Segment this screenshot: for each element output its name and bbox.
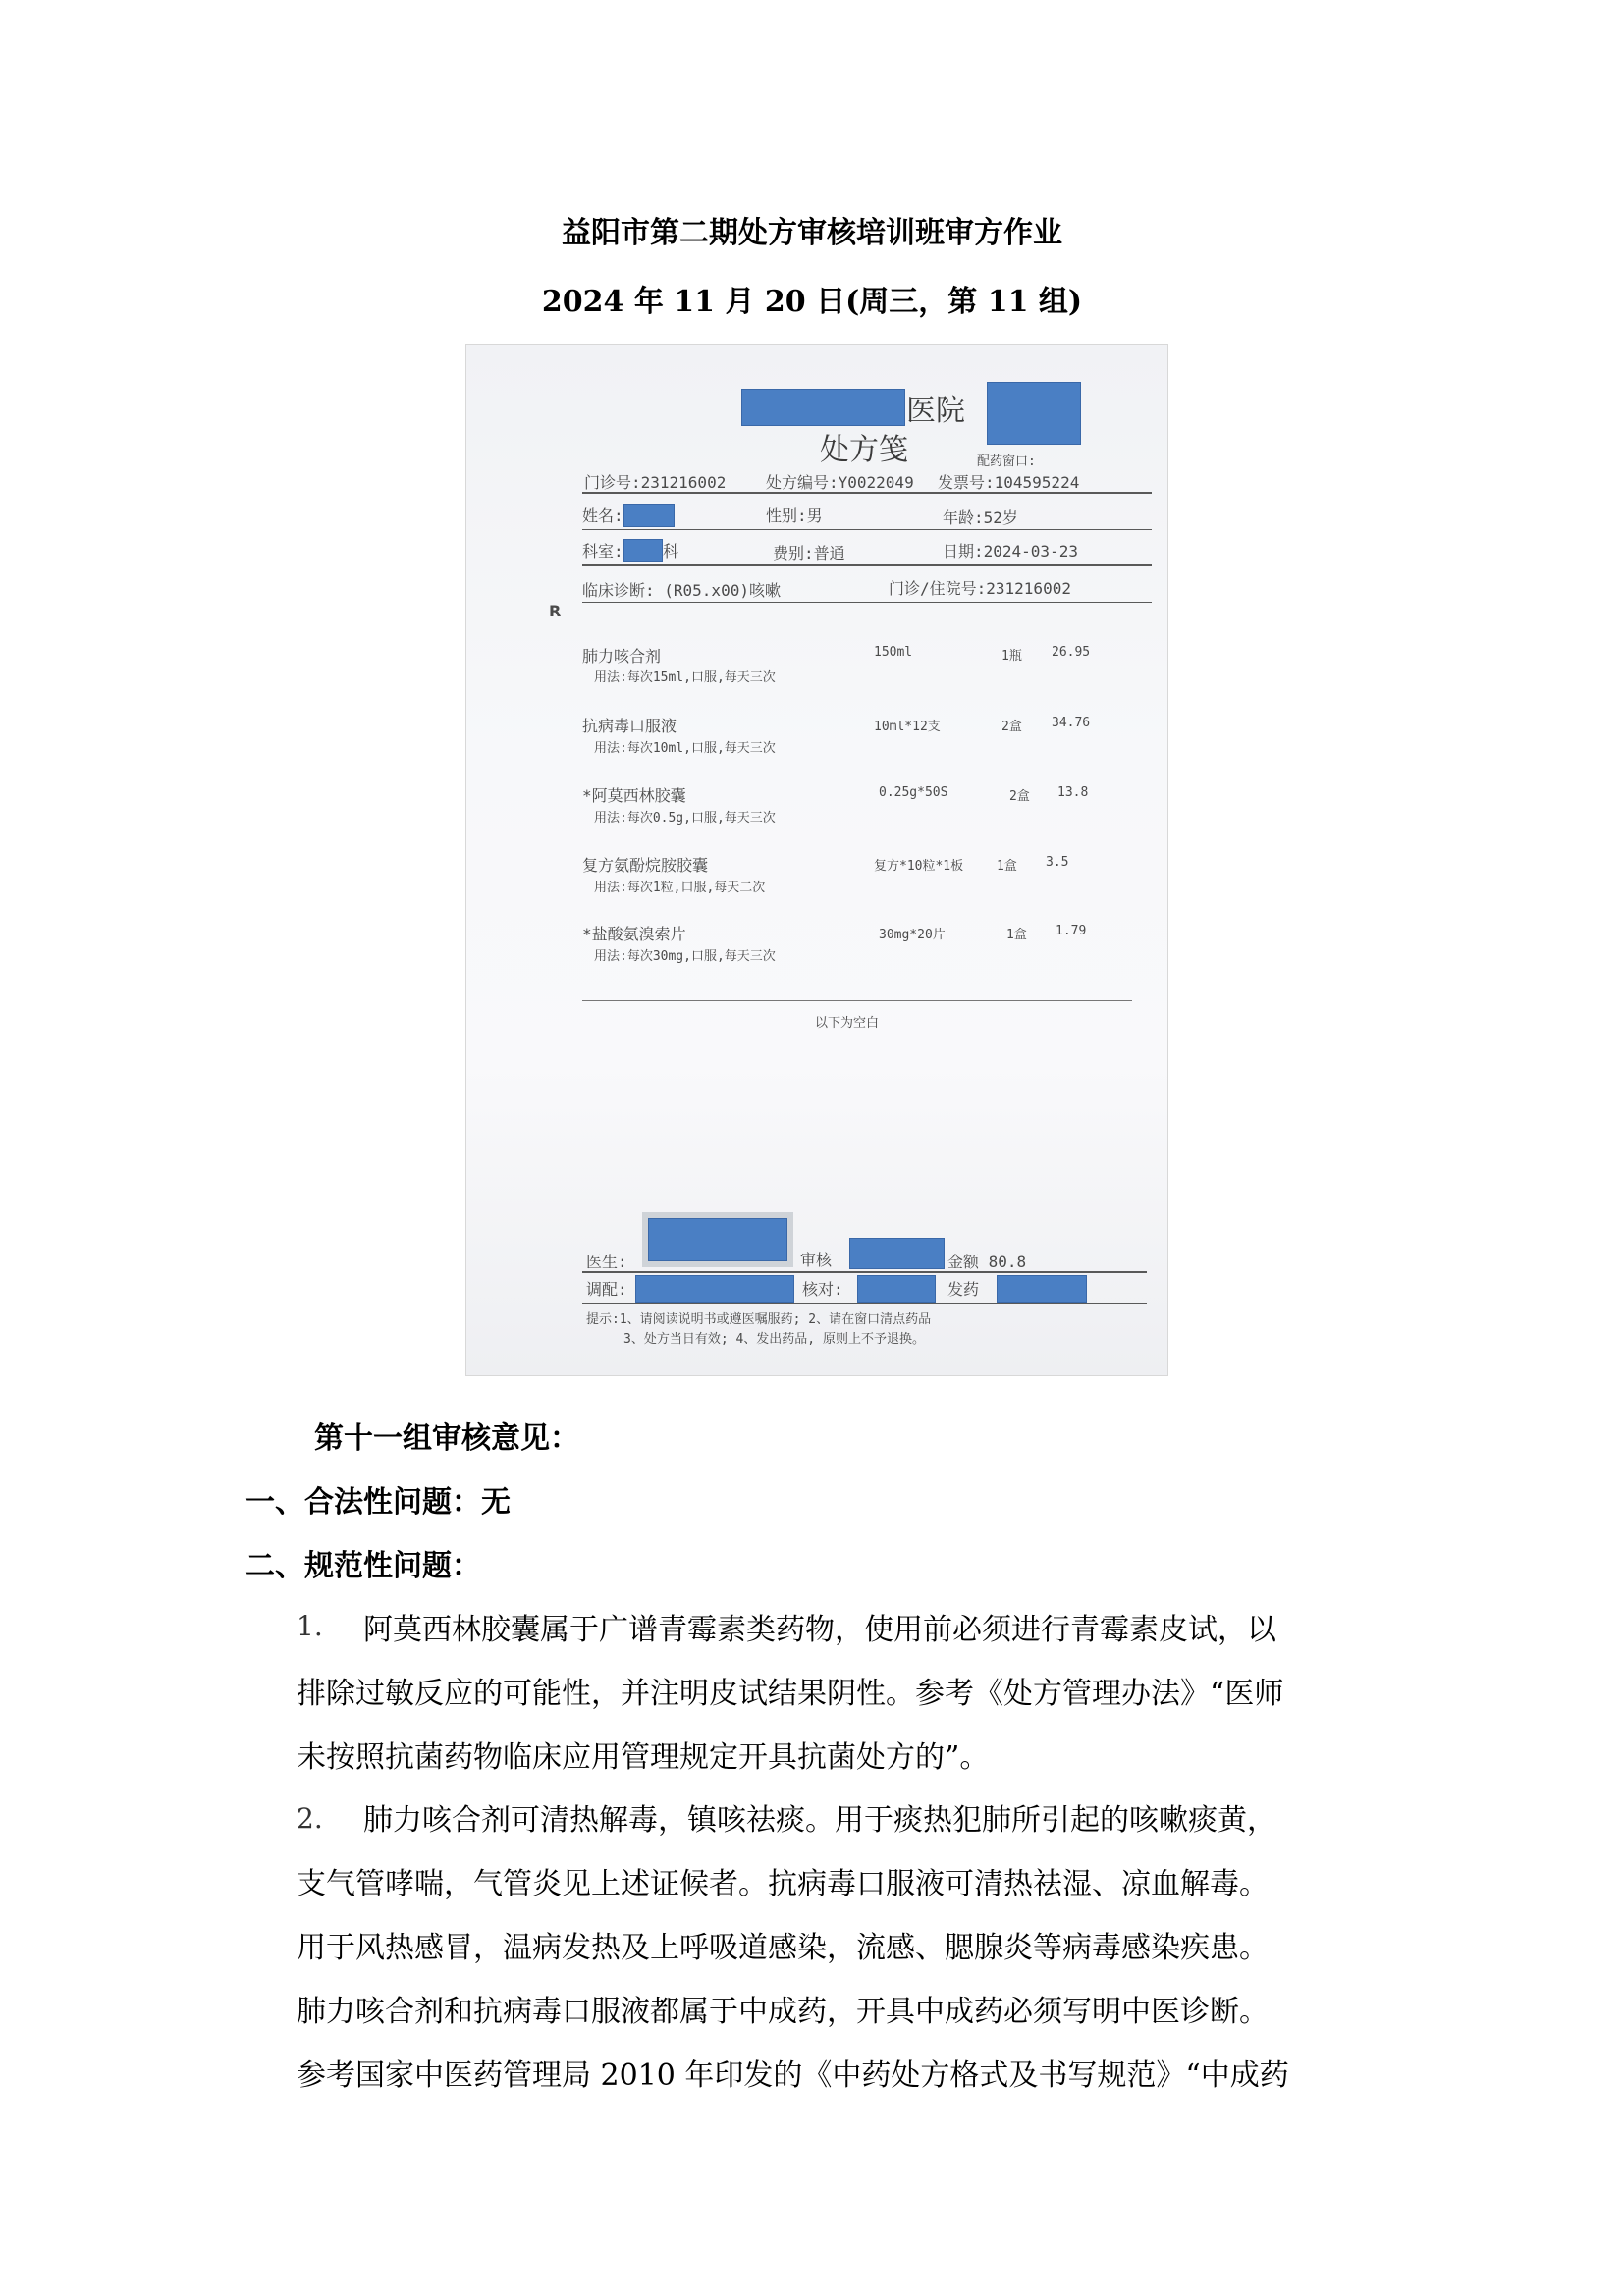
hospital-suffix: 医院 xyxy=(906,394,965,428)
medicine-usage: 用法:每次1粒,口服,每天二次 xyxy=(594,881,766,895)
invoice-no: 发票号:104595224 xyxy=(938,473,1080,492)
outpatient-no: 门诊号:231216002 xyxy=(584,473,727,492)
redacted-patient-name xyxy=(623,504,675,527)
tips-line-1: 提示:1、请阅读说明书或遵医嘱服药; 2、请在窗口清点药品 xyxy=(586,1312,932,1327)
tips-line-2: 3、处方当日有效; 4、发出药品, 原则上不予退换。 xyxy=(623,1332,925,1347)
medicine-spec: 复方*10粒*1板 xyxy=(874,859,964,874)
blank-note: 以下为空白 xyxy=(815,1016,880,1031)
form-title: 处方笺 xyxy=(820,433,908,467)
mix-label: 调配: xyxy=(586,1280,627,1299)
paragraph-line: 肺力咳合剂可清热解毒，镇咳祛痰。用于痰热犯肺所引起的咳嗽痰黄， xyxy=(363,1803,1276,1838)
divider xyxy=(582,1000,1132,1001)
medicine-name: 抗病毒口服液 xyxy=(582,717,677,735)
review-label: 审核 xyxy=(800,1251,833,1269)
dept-suffix: 科 xyxy=(663,542,679,561)
medicine-usage: 用法:每次15ml,口服,每天三次 xyxy=(594,670,776,685)
medicine-spec: 0.25g*50S xyxy=(879,785,948,800)
medicine-qty: 2盒 xyxy=(1001,720,1022,734)
paragraph-line: 参考国家中医药管理局 2010 年印发的《中药处方格式及书写规范》“中成药 xyxy=(297,2058,1289,2093)
medicine-price: 26.95 xyxy=(1052,645,1091,660)
prescription-scan xyxy=(465,344,1168,1376)
patient-age: 年龄:52岁 xyxy=(943,508,1018,527)
dispense-label: 发药 xyxy=(947,1280,980,1299)
rx-amount: 金额 80.8 xyxy=(947,1253,1027,1271)
medicine-spec: 10ml*12支 xyxy=(874,720,941,734)
medicine-spec: 150ml xyxy=(874,645,913,660)
medicine-price: 13.8 xyxy=(1057,785,1089,800)
medicine-price: 3.5 xyxy=(1046,855,1069,870)
medicine-name: 复方氨酚烷胺胶囊 xyxy=(582,856,709,875)
standard-heading: 二、规范性问题： xyxy=(245,1549,481,1583)
medicine-spec: 30mg*20片 xyxy=(879,928,946,942)
paragraph-line: 排除过敏反应的可能性，并注明皮试结果阴性。参考《处方管理办法》“医师 xyxy=(297,1677,1284,1711)
redacted-dept xyxy=(623,539,663,562)
medicine-qty: 1盒 xyxy=(997,859,1017,874)
fee-type: 费别:普通 xyxy=(773,544,845,562)
medicine-price: 34.76 xyxy=(1052,716,1091,730)
redacted-mixer xyxy=(635,1275,794,1303)
medicine-usage: 用法:每次30mg,口服,每天三次 xyxy=(594,949,776,964)
rx-date: 日期:2024-03-23 xyxy=(943,542,1078,561)
review-heading: 第十一组审核意见： xyxy=(314,1421,579,1456)
rx-no: 处方编号:Y0022049 xyxy=(766,473,914,492)
item-number: 2. xyxy=(297,1802,323,1835)
paragraph-line: 肺力咳合剂和抗病毒口服液都属于中成药，开具中成药必须写明中医诊断。 xyxy=(297,1995,1269,2029)
dept-label: 科室: xyxy=(582,542,623,561)
inpatient-no: 门诊/住院号:231216002 xyxy=(889,579,1071,598)
divider xyxy=(582,602,1152,603)
name-label: 姓名: xyxy=(582,507,623,525)
redacted-hospital-logo xyxy=(987,382,1081,445)
redacted-reviewer xyxy=(849,1238,945,1269)
review-item-1 xyxy=(297,1598,1386,1789)
medicine-usage: 用法:每次0.5g,口服,每天三次 xyxy=(594,811,776,826)
divider xyxy=(582,492,1152,494)
medicine-qty: 1盒 xyxy=(1006,928,1027,942)
medicine-qty: 2盒 xyxy=(1009,789,1030,804)
paragraph-line: 用于风热感冒，温病发热及上呼吸道感染，流感、腮腺炎等病毒感染疾患。 xyxy=(297,1931,1269,1965)
dispense-window: 配药窗口: xyxy=(977,454,1036,469)
divider xyxy=(582,529,1152,530)
paragraph-line: 未按照抗菌药物临床应用管理规定开具抗菌处方的”。 xyxy=(297,1740,990,1775)
check-label: 核对: xyxy=(802,1280,843,1299)
doctor-label: 医生: xyxy=(586,1253,627,1271)
medicine-usage: 用法:每次10ml,口服,每天三次 xyxy=(594,741,776,756)
item-number: 1. xyxy=(297,1610,323,1642)
clinical-diagnosis: 临床诊断: (R05.x00)咳嗽 xyxy=(582,581,781,600)
medicine-name: 肺力咳合剂 xyxy=(582,647,662,666)
medicine-qty: 1瓶 xyxy=(1001,649,1022,664)
medicine-name: *盐酸氨溴索片 xyxy=(582,925,686,943)
redacted-dispenser xyxy=(997,1275,1087,1303)
medicine-price: 1.79 xyxy=(1056,924,1087,938)
document-title: 益阳市第二期处方审核培训班审方作业 xyxy=(562,216,1062,250)
redacted-doctor xyxy=(648,1218,787,1261)
paragraph-line: 支气管哮喘，气管炎见上述证候者。抗病毒口服液可清热祛湿、凉血解毒。 xyxy=(297,1867,1269,1901)
divider xyxy=(582,1271,1147,1273)
rx-symbol: R xyxy=(549,602,562,620)
legality-line: 一、合法性问题：无 xyxy=(245,1485,511,1520)
divider xyxy=(582,1303,1147,1304)
redacted-hospital-name xyxy=(741,389,905,426)
review-item-2 xyxy=(297,1789,1386,2108)
redacted-checker xyxy=(857,1275,936,1303)
medicine-name: *阿莫西林胶囊 xyxy=(582,786,686,805)
paragraph-line: 阿莫西林胶囊属于广谱青霉素类药物，使用前必须进行青霉素皮试，以 xyxy=(363,1613,1276,1647)
document-subtitle: 2024 年 11 月 20 日(周三，第 11 组) xyxy=(541,285,1083,319)
divider xyxy=(582,564,1152,566)
patient-sex: 性别:男 xyxy=(766,507,823,525)
